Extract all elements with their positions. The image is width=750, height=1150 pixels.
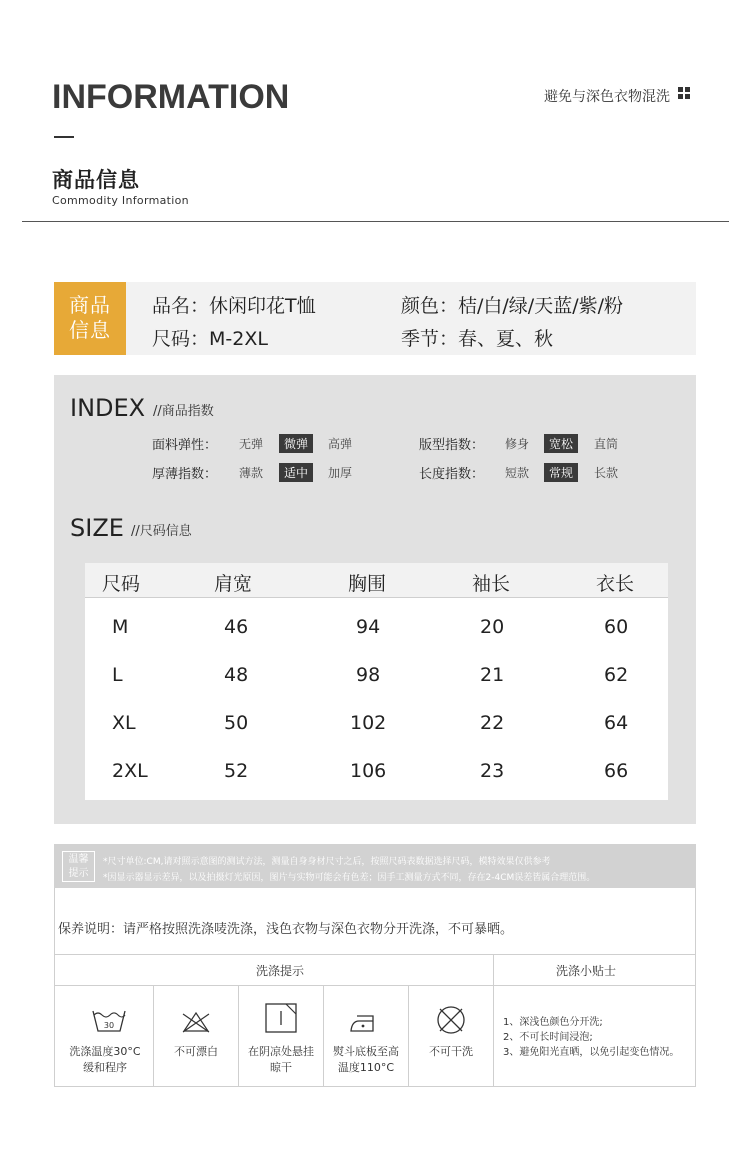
index-subheading: //商品指数 (153, 404, 214, 419)
index-label-fit: 版型指数： (419, 438, 485, 453)
care-col-divider (153, 986, 154, 1087)
index-option: 短款 (505, 466, 530, 480)
icon-caption-line: 不可干洗 (429, 1045, 473, 1058)
index-option: 薄款 (239, 466, 264, 480)
icon-caption-line: 洗涤温度30°C (69, 1045, 141, 1058)
index-option-selected: 微弹 (279, 434, 313, 453)
size-cell: 48 (224, 664, 249, 686)
icon-caption-line: 熨斗底板至高 (333, 1045, 399, 1058)
icon-caption (60, 1044, 150, 1076)
icon-caption-line: 温度110°C (337, 1061, 395, 1074)
size-col-header: 肩宽 (214, 573, 253, 595)
index-label-elasticity: 面料弹性： (152, 438, 218, 453)
size-col-header: 胸围 (348, 573, 387, 595)
size-cell: M (112, 616, 129, 638)
index-option: 直筒 (594, 437, 619, 451)
icon-caption-line: 在阴凉处悬挂 (248, 1045, 314, 1058)
size-cell: 22 (480, 712, 505, 734)
icon-caption (409, 1044, 493, 1060)
care-divider (54, 985, 696, 986)
wash-note: 避免与深色衣物混洗 (544, 89, 670, 105)
index-label-length: 长度指数： (419, 467, 485, 482)
size-cell: 102 (350, 712, 387, 734)
product-info-badge (54, 282, 126, 355)
no-bleach-icon (180, 1010, 212, 1034)
icon-caption-line: 缓和程序 (83, 1061, 127, 1074)
size-cell: 50 (224, 712, 249, 734)
size-subheading: //尺码信息 (131, 524, 192, 539)
badge-line-2: 信息 (69, 318, 111, 342)
size-cell: 23 (480, 760, 505, 782)
size-cell: 66 (604, 760, 629, 782)
size-col-header: 袖长 (472, 573, 511, 595)
tip-badge (62, 851, 95, 882)
size-cell: 21 (480, 664, 505, 686)
index-option: 修身 (505, 437, 530, 451)
size-cell: 98 (356, 664, 381, 686)
index-label-thickness: 厚薄指数： (152, 467, 218, 482)
iron-110-icon (349, 1012, 383, 1034)
size-cell: 60 (604, 616, 629, 638)
grid-dots-icon (678, 87, 690, 99)
icon-caption (239, 1044, 323, 1076)
icon-caption (154, 1044, 238, 1060)
product-name: 品名：休闲印花T恤 (152, 295, 316, 317)
care-description: 保养说明：请严格按照洗涤唛洗涤，浅色衣物与深色衣物分开洗涤，不可暴晒。 (58, 922, 514, 937)
wash-temp-badge: 30 (103, 1021, 115, 1030)
index-option: 长款 (594, 466, 619, 480)
line-dry-shade-icon (264, 1002, 298, 1034)
size-cell: 46 (224, 616, 249, 638)
tip-badge-line-1: 温馨 (68, 854, 89, 865)
size-cell: 94 (356, 616, 381, 638)
no-dry-clean-icon (435, 1004, 467, 1036)
index-option-selected: 宽松 (544, 434, 578, 453)
care-col-divider (493, 955, 494, 1087)
tip-badge-line-2: 提示 (68, 868, 89, 879)
care-col-divider (408, 986, 409, 1087)
tip-line-2: *因显示器显示差异，以及拍摄灯光原因，图片与实物可能会有色差；因手工测量方式不同，存在2-4CM误差皆属合理范围。 (103, 873, 596, 883)
wash-tips-heading: 洗涤小贴士 (556, 964, 617, 978)
wash-30-icon (91, 1008, 127, 1034)
index-heading: INDEX (70, 394, 146, 422)
size-cell: XL (112, 712, 136, 734)
section-title: 商品信息 (52, 168, 140, 192)
index-option: 高弹 (328, 437, 353, 451)
section-subtitle: Commodity Information (52, 194, 189, 207)
wash-tips-list (503, 1015, 679, 1060)
size-cell: 106 (350, 760, 387, 782)
product-colors: 颜色：桔/白/绿/天蓝/紫/粉 (401, 295, 624, 317)
size-cell: 20 (480, 616, 505, 638)
wash-tip-item: 1、深浅色颜色分开洗; (503, 1017, 603, 1028)
index-option: 加厚 (328, 466, 353, 480)
size-cell: 52 (224, 760, 249, 782)
index-option-selected: 常规 (544, 463, 578, 482)
index-option-selected: 适中 (279, 463, 313, 482)
size-cell: L (112, 664, 123, 686)
icon-caption-line: 晾干 (270, 1061, 292, 1074)
wash-hint-heading: 洗涤提示 (256, 964, 305, 978)
size-cell: 62 (604, 664, 629, 686)
badge-line-1: 商品 (69, 293, 111, 317)
size-cell: 64 (604, 712, 629, 734)
title-dash (54, 136, 74, 138)
care-divider (54, 954, 696, 955)
index-option: 无弹 (239, 437, 264, 451)
page-title: INFORMATION (52, 78, 290, 116)
header-divider (22, 221, 729, 222)
size-heading: SIZE (70, 514, 124, 542)
wash-tip-item: 2、不可长时间浸泡; (503, 1032, 593, 1043)
size-col-header: 衣长 (596, 573, 635, 595)
icon-caption (324, 1044, 408, 1076)
product-season: 季节：春、夏、秋 (401, 328, 554, 350)
wash-tip-item: 3、避免阳光直晒，以免引起变色情况。 (503, 1047, 680, 1058)
icon-caption-line: 不可漂白 (174, 1045, 218, 1058)
size-col-header: 尺码 (102, 573, 141, 595)
size-cell: 2XL (112, 760, 148, 782)
product-size-range: 尺码：M-2XL (152, 328, 268, 350)
tip-line-1: *尺寸单位:CM,请对照示意图的测试方法，测量自身身材尺寸之后，按照尺码表数据选择尺码，模特效果仅供参考 (103, 857, 551, 867)
